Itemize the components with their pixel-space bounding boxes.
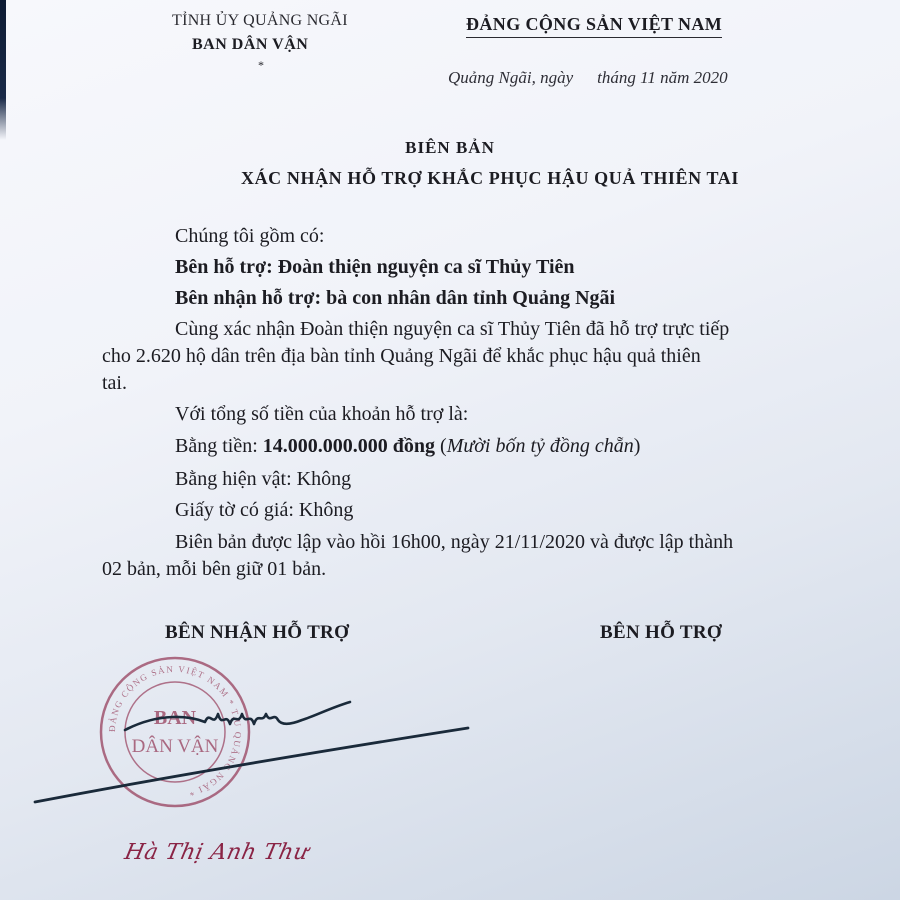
cash-amount: 14.000.000.000 đồng bbox=[262, 435, 436, 457]
stamp-center-line-1: BAN bbox=[153, 707, 197, 729]
party-heading: ĐẢNG CỘNG SẢN VIỆT NAM bbox=[466, 14, 722, 38]
recipient-value: bà con nhân dân tỉnh Quảng Ngãi bbox=[326, 287, 616, 309]
intro-line: Chúng tôi gồm có: bbox=[175, 225, 325, 247]
recipient-label: Bên nhận hỗ trợ: bbox=[175, 287, 322, 309]
cash-amount-in-words: Mười bốn tỷ đồng chẵn bbox=[446, 435, 634, 457]
place-date-suffix: tháng 11 năm 2020 bbox=[597, 68, 728, 87]
supporter-value: Đoàn thiện nguyện ca sĩ Thủy Tiên bbox=[277, 256, 575, 278]
cash-words-open: ( bbox=[440, 435, 447, 457]
confirmation-line-1: Cùng xác nhận Đoàn thiện nguyện ca sĩ Thủy Tiên đã hỗ trợ trực tiếp bbox=[175, 318, 730, 340]
recipient-line bbox=[175, 284, 615, 312]
supporter-label: Bên hỗ trợ: bbox=[175, 256, 273, 278]
issuing-authority-parent: TỈNH ỦY QUẢNG NGÃI bbox=[172, 12, 348, 29]
issuing-authority: BAN DÂN VẬN bbox=[192, 36, 309, 53]
closing-line-1: Biên bản được lập vào hồi 16h00, ngày 21/11/2020 và được lập thành bbox=[175, 531, 734, 553]
recipient-signature-heading: BÊN NHẬN HỖ TRỢ bbox=[165, 622, 350, 643]
document-subtitle: XÁC NHẬN HỖ TRỢ KHẮC PHỤC HẬU QUẢ THIÊN TAI bbox=[240, 168, 739, 188]
supporter-signature-heading: BÊN HỖ TRỢ bbox=[600, 622, 722, 643]
in-kind-line: Bằng hiện vật: Không bbox=[175, 468, 352, 490]
handwritten-signature-icon bbox=[30, 690, 470, 810]
document-title: BIÊN BẢN bbox=[405, 138, 495, 157]
valuable-papers-line: Giấy tờ có giá: Không bbox=[175, 499, 354, 521]
place-and-date bbox=[448, 68, 728, 88]
paper-edge-shadow bbox=[0, 0, 6, 140]
stamp-ring-text: ĐẢNG CỘNG SẢN VIỆT NAM * T.U QUẢNG NGÃI * bbox=[106, 663, 244, 799]
total-intro: Với tổng số tiền của khoản hỗ trợ là: bbox=[175, 403, 469, 425]
cash-line bbox=[175, 432, 640, 460]
confirmation-line-2: cho 2.620 hộ dân trên địa bàn tỉnh Quảng Ngãi để khắc phục hậu quả thiên bbox=[102, 345, 701, 367]
stamp-center-line-2: DÂN VẬN bbox=[131, 736, 219, 757]
place-date-prefix: Quảng Ngãi, ngày bbox=[448, 68, 574, 87]
header-ornament-star: * bbox=[258, 58, 264, 72]
supporter-line bbox=[175, 253, 575, 281]
confirmation-line-3: tai. bbox=[102, 372, 127, 394]
cash-words-close: ) bbox=[633, 435, 641, 457]
closing-line-2: 02 bản, mỗi bên giữ 01 bản. bbox=[102, 558, 327, 580]
cash-label: Bằng tiền: bbox=[175, 435, 258, 457]
signer-name: Hà Thị Anh Thư bbox=[122, 840, 312, 865]
